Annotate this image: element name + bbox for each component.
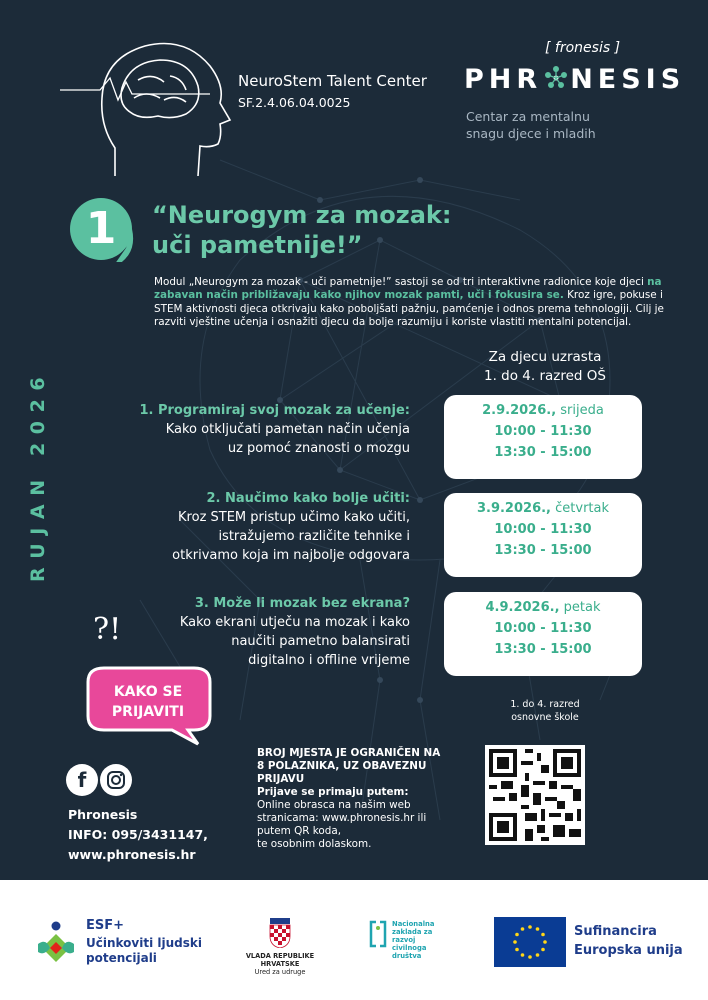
contact-web-link[interactable]: www.phronesis.hr xyxy=(68,847,196,862)
month-label-text: RUJAN 2026 xyxy=(27,368,49,582)
tagline-line-2: snagu djece i mladih xyxy=(466,126,596,141)
intro-highlight: na zabavan način približavaju kako njihov mozak pamti, uči i fokusira se. xyxy=(154,276,662,302)
eu-cofunded-label xyxy=(574,922,683,960)
esf-title-text: ESF+ xyxy=(86,918,125,933)
esf-title xyxy=(86,918,124,933)
workshop-desc-line: naučiti pametno balansirati xyxy=(231,634,410,649)
logo-left-text: PHR xyxy=(464,64,543,95)
phronesis-logo xyxy=(464,62,685,95)
date-value: 4.9.2026., xyxy=(485,600,560,615)
workshop-desc-line: digitalno i offline vrijeme xyxy=(248,653,410,668)
audience-line-1: Za djecu uzrasta xyxy=(488,349,602,365)
government-label xyxy=(228,952,332,976)
qr-code[interactable] xyxy=(485,745,585,845)
workshop-1 xyxy=(120,401,410,458)
how-to-apply-label[interactable] xyxy=(80,682,216,722)
registration-option: putem QR koda, xyxy=(257,825,342,837)
workshop-desc-line: otkrivamo koja im najbolje odgovara xyxy=(172,548,410,563)
audience-line-2: 1. do 4. razred OŠ xyxy=(484,368,606,384)
module-title-line-1: “Neurogym za mozak: xyxy=(152,201,452,229)
workshop-2 xyxy=(120,489,410,565)
audience-info xyxy=(446,348,644,386)
registration-how: Prijave se primaju putem: xyxy=(257,786,409,798)
tagline xyxy=(466,108,596,142)
schedule-time-2: 13:30 - 15:00 xyxy=(494,642,592,657)
schedule-time-2: 13:30 - 15:00 xyxy=(494,543,592,558)
schedule-date xyxy=(444,598,642,618)
day-value: petak xyxy=(559,600,601,615)
contact-info xyxy=(68,805,208,865)
contact-name: Phronesis xyxy=(68,807,138,822)
schedule-card-3 xyxy=(444,592,642,676)
workshop-desc-line: Kako otključati pametan način učenja xyxy=(165,422,410,437)
nz-line: Nacionalna xyxy=(392,920,435,928)
nz-line: društva xyxy=(392,952,422,960)
registration-option: te osobnim dolaskom. xyxy=(257,838,372,850)
schedule-date xyxy=(444,401,642,421)
apply-label-line-1: KAKO SE xyxy=(113,684,183,700)
center-name: NeuroStem Talent Center xyxy=(238,72,427,90)
tagline-line-1: Centar za mentalnu xyxy=(466,109,590,124)
grade-note-line-1: 1. do 4. razred xyxy=(510,699,580,710)
registration-info xyxy=(257,747,457,851)
nz-label xyxy=(392,920,434,960)
workshop-desc-line: uz pomoć znanosti o mozgu xyxy=(227,441,410,456)
registration-option: Online obrasca na našim web xyxy=(257,799,411,811)
limit-line: 8 POLAZNIKA, UZ OBAVEZNU xyxy=(257,760,427,772)
logo-network-o-icon xyxy=(543,65,569,91)
workshop-desc-line: Kako ekrani utječu na mozak i kako xyxy=(179,615,410,630)
esf-logo-icon xyxy=(36,920,76,968)
schedule-time-1: 10:00 - 11:30 xyxy=(494,424,592,439)
module-title-line-2: uči pametnije!” xyxy=(152,231,363,259)
workshop-desc-line: Kroz STEM pristup učimo kako učiti, xyxy=(178,510,410,525)
esf-subtitle xyxy=(86,936,202,966)
nz-line: civilnoga xyxy=(392,944,427,952)
day-value: srijeda xyxy=(556,403,604,418)
schedule-card-1 xyxy=(444,395,642,479)
nz-line: razvoj xyxy=(392,936,416,944)
module-number: 1 xyxy=(85,203,117,254)
month-label xyxy=(22,334,52,584)
schedule-date xyxy=(444,499,642,519)
workshop-3 xyxy=(120,594,410,670)
workshop-title: 2. Naučimo kako bolje učiti: xyxy=(206,491,410,506)
schedule-time-2: 13:30 - 15:00 xyxy=(494,445,592,460)
nz-line: zaklada za xyxy=(392,928,433,936)
brand-tag: [ fronesis ] xyxy=(545,40,621,56)
workshop-title: 3. Može li mozak bez ekrana? xyxy=(194,596,410,611)
eu-flag-icon xyxy=(494,917,566,967)
eu-line-1: Sufinancira xyxy=(574,924,657,939)
module-intro xyxy=(154,276,694,329)
esf-sub-line-2: potencijali xyxy=(86,951,157,965)
date-value: 2.9.2026., xyxy=(482,403,557,418)
workshop-desc-line: istražujemo različite tehnike i xyxy=(218,529,410,544)
center-code: SF.2.4.06.04.0025 xyxy=(238,95,351,110)
intro-text-b: Kroz igre, pokuse i STEM aktivnosti djeca otkrivaju kako poboljšati pažnju, pamćenje i odnos prema tehnologiji. Cilj je razviti vještine učenja i osnažiti djecu da bolje razumiju i koriste vlastiti mentalni potencijal. xyxy=(154,289,664,328)
eu-line-2: Europska unija xyxy=(574,943,683,958)
limit-line: PRIJAVU xyxy=(257,773,305,785)
grade-note xyxy=(446,698,644,724)
grade-note-line-2: osnovne škole xyxy=(511,712,579,723)
logo-right-text: NESIS xyxy=(570,64,686,95)
question-marks-icon: ?! xyxy=(93,612,122,647)
nz-bracket-logo-icon xyxy=(369,920,387,948)
registration-option: stranicama: www.phronesis.hr ili xyxy=(257,812,427,824)
contact-phone: INFO: 095/3431147, xyxy=(68,827,208,842)
gov-line-1: VLADA REPUBLIKE HRVATSKE xyxy=(245,952,315,968)
apply-label-line-2: PRIJAVITI xyxy=(111,704,185,720)
instagram-icon[interactable] xyxy=(100,764,132,796)
schedule-card-2 xyxy=(444,493,642,577)
schedule-time-1: 10:00 - 11:30 xyxy=(494,621,592,636)
gov-line-2: Ured za udruge xyxy=(254,968,306,976)
head-brain-outline-icon xyxy=(60,28,250,178)
facebook-icon[interactable]: f xyxy=(66,764,98,796)
intro-text-a: Modul „Neurogym za mozak - uči pametnije!” sastoji se od tri interaktivne radionice koje djeci xyxy=(154,276,648,288)
esf-sub-line-1: Učinkoviti ljudski xyxy=(86,936,202,950)
date-value: 3.9.2026., xyxy=(476,501,551,516)
module-title xyxy=(152,200,451,260)
croatian-coat-of-arms-icon xyxy=(268,918,292,948)
day-value: četvrtak xyxy=(551,501,610,516)
schedule-time-1: 10:00 - 11:30 xyxy=(494,522,592,537)
limit-line: BROJ MJESTA JE OGRANIČEN NA xyxy=(257,747,441,759)
workshop-title: 1. Programiraj svoj mozak za učenje: xyxy=(139,403,410,418)
